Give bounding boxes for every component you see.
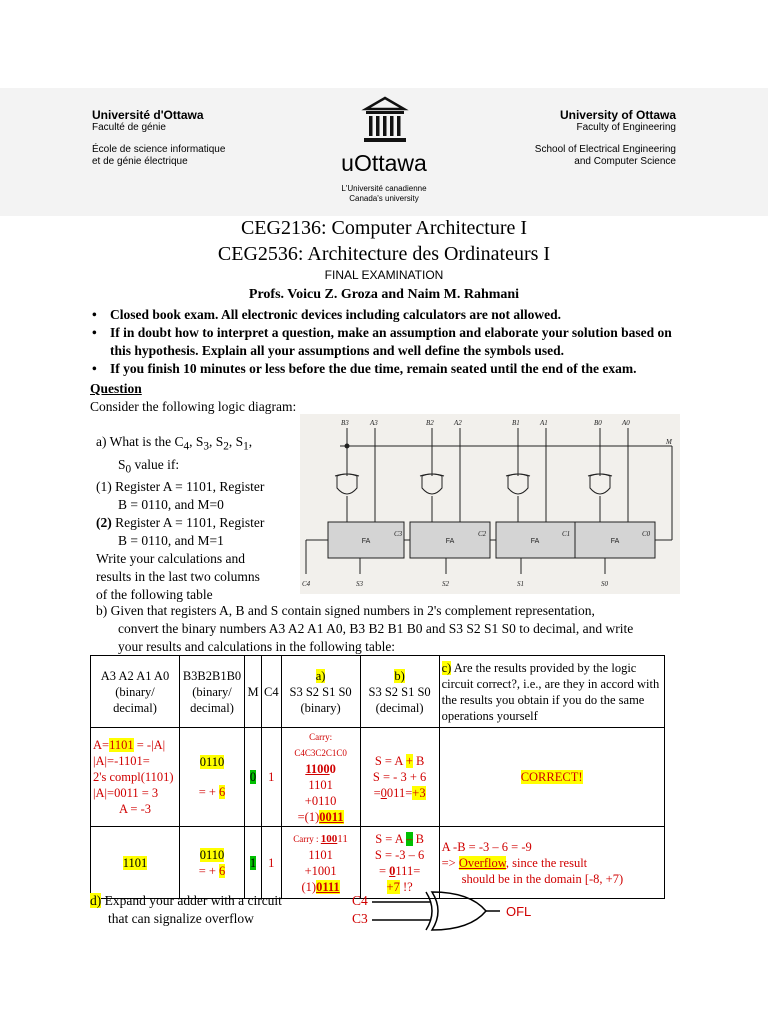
header-right-school-1: School of Electrical Engineering <box>534 144 676 155</box>
row2-c4-value: 1 <box>262 827 282 899</box>
row1-sum-decimal: S = A + B S = - 3 + 6 =0011=+3 <box>360 728 439 827</box>
full-adder-label: FA <box>530 538 540 545</box>
part-b-line-2: convert the binary numbers A3 A2 A1 A0, B3 B2 B1 B0 and S3 S2 S1 S0 to decimal, and write <box>118 621 634 636</box>
exam-type: FINAL EXAMINATION <box>324 268 444 282</box>
label-b1: B1 <box>512 419 520 427</box>
course-title-fr: CEG2536: Architecture des Ordinateurs I <box>217 243 551 265</box>
table-row-case-1 <box>91 728 665 827</box>
header-right-university: University of Ottawa <box>559 108 676 122</box>
col-correctness-header: c) Are the results provided by the logic circuit correct?, i.e., are they in accord with the results you obtain if you do the same operations yourself <box>439 656 664 728</box>
xor-input-c4: C4 <box>352 893 368 908</box>
row2-a-value: 1101 <box>91 827 180 899</box>
uottawa-tagline <box>324 184 444 204</box>
full-adder-label: FA <box>361 538 371 545</box>
part-a-text: a) What is the $C_4$, $S_3$, $S_2$, $S_1$, $S_0$ value if: (1) Register A = 1101, Register B = 0110, and M=0 (2) Register A = 1101, Register B = 0110, and M=1 Write your calculations and results in the last two columns of the following table <box>96 433 296 604</box>
row2-sum-binary: Carry : 10011 1101 +1001 (1)0111 <box>281 827 360 899</box>
row2-sum-decimal: S = A – B S = -3 – 6 = 0111= +7 !? <box>360 827 439 899</box>
part-a-question: a) What is the $C_4$, $S_3$, $S_2$, $S_1$, <box>96 434 253 453</box>
table-header-row <box>91 656 665 728</box>
label-s2: S2 <box>442 580 449 588</box>
row1-correctness: CORRECT! <box>439 728 664 827</box>
header-right-school-2: and Computer Science <box>574 156 676 167</box>
label-s0: S0 <box>601 580 608 588</box>
table-row-case-2 <box>91 827 665 899</box>
label-c0: C0 <box>642 530 651 538</box>
professors: Profs. Voicu Z. Groza and Naim M. Rahmani <box>248 287 520 302</box>
label-a1: A1 <box>540 419 548 427</box>
course-title-en: CEG2136: Computer Architecture I <box>240 217 528 239</box>
label-m: M <box>666 438 672 446</box>
part-d-line-2: that can signalize overflow <box>108 911 254 926</box>
label-s1: S1 <box>517 580 524 588</box>
row2-correctness: A -B = -3 – 6 = -9 => Overflow, since the result should be in the domain [-8, +7) <box>439 827 664 899</box>
header-left-school-2: et de génie électrique <box>92 156 188 167</box>
part-d-line-1: Expand your adder with a circuit <box>101 893 282 908</box>
tagline-fr: L'Université canadienne <box>341 184 427 193</box>
uottawa-building-logo-icon <box>360 96 410 148</box>
xor-input-c3: C3 <box>352 911 368 926</box>
part-d-text <box>90 892 282 928</box>
label-a0: A0 <box>622 419 630 427</box>
rule-item: • If you finish 10 minutes or less before the due time, remain seated until the end of the exam. <box>90 360 680 378</box>
row1-sum-binary: Carry: C4C3C2C1C0 11000 1101 +0110 =(1)0011 <box>281 728 360 827</box>
question-intro: Consider the following logic diagram: <box>90 399 297 414</box>
label-b3: B3 <box>341 419 349 427</box>
rule-item: • If in doubt how to interpret a question, make an assumption and elaborate your solution based on this hypothesis. Explain all your assumptions and well define the symbols used. <box>90 324 680 360</box>
col-sum-binary-header: a) S3 S2 S1 S0 (binary) <box>281 656 360 728</box>
full-adder-label: FA <box>445 538 455 545</box>
part-a-case-2: (2) Register A = 1101, Register <box>96 515 265 531</box>
col-m-header: M <box>245 656 262 728</box>
header-left-faculty: Faculté de génie <box>92 122 166 133</box>
full-adder-label: FA <box>610 538 620 545</box>
answer-table <box>90 655 665 899</box>
label-b0: B0 <box>594 419 602 427</box>
label-a3: A3 <box>370 419 378 427</box>
overflow-output-label: OFL <box>506 904 532 919</box>
question-heading: Question <box>90 381 142 396</box>
label-b2: B2 <box>426 419 434 427</box>
header-left-school-1: École de science informatique <box>92 144 226 155</box>
part-b-line-3: your results and calculations in the following table: <box>118 639 396 654</box>
label-c4: C4 <box>302 580 311 588</box>
row1-m-value: 0 <box>245 728 262 827</box>
part-a-case-1: (1) Register A = 1101, Register <box>96 479 265 495</box>
part-b-line-1: b) Given that registers A, B and S contain signed numbers in 2's complement representation, <box>96 603 595 618</box>
rule-item: • Closed book exam. All electronic devices including calculators are not allowed. <box>90 306 680 324</box>
row2-b-value: 0110 = + 6 <box>180 827 245 899</box>
row1-b-value: 0110 = + 6 <box>180 728 245 827</box>
header-right <box>535 108 676 168</box>
part-d-tag: d) <box>90 893 102 908</box>
label-c2: C2 <box>478 530 487 538</box>
xor-gate-icon <box>372 890 502 934</box>
header-left <box>92 108 225 168</box>
label-c1: C1 <box>562 530 571 538</box>
part-b-text <box>96 602 696 656</box>
col-b-header: B3B2B1B0 (binary/ decimal) <box>180 656 245 728</box>
label-a2: A2 <box>454 419 462 427</box>
exam-rules-list <box>90 306 680 378</box>
col-c4-header: C4 <box>262 656 282 728</box>
tagline-en: Canada's university <box>349 194 419 203</box>
label-s3: S3 <box>356 580 363 588</box>
label-c3: C3 <box>394 530 403 538</box>
header-left-university: Université d'Ottawa <box>92 108 204 122</box>
row1-a-value: A=1101 = -|A| |A|=-1101= 2's compl(1101) |A|=0011 = 3 A = -3 <box>91 728 180 827</box>
uottawa-wordmark: uOttawa <box>341 150 427 176</box>
row2-m-value: 1 <box>245 827 262 899</box>
col-a-header: A3 A2 A1 A0 (binary/ decimal) <box>91 656 180 728</box>
col-sum-decimal-header: b) S3 S2 S1 S0 (decimal) <box>360 656 439 728</box>
four-bit-adder-subtractor-diagram <box>300 414 680 594</box>
header-right-faculty: Faculty of Engineering <box>576 122 676 133</box>
row1-c4-value: 1 <box>262 728 282 827</box>
